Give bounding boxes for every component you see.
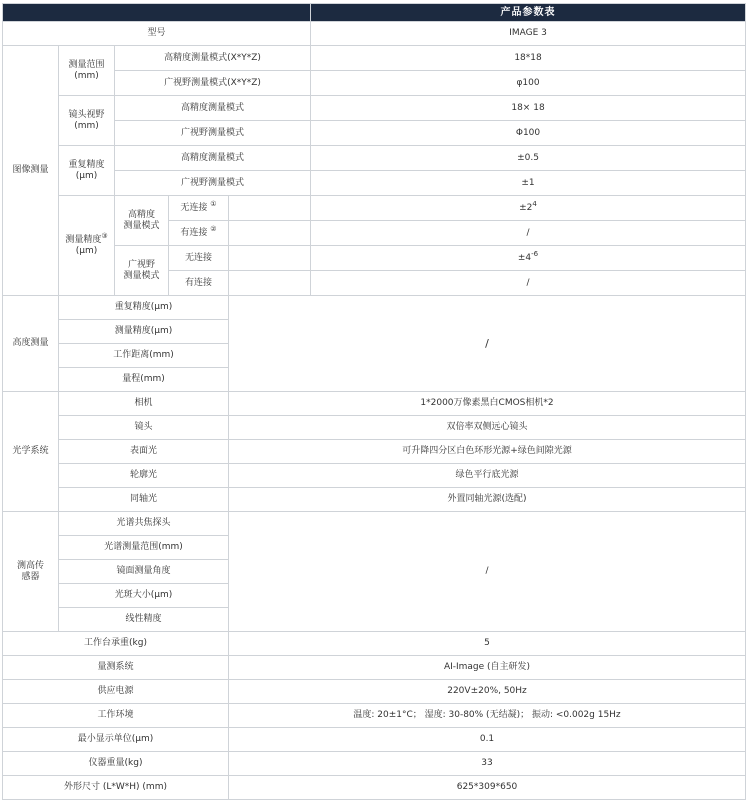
accuracy-unit: (μm) [75,245,98,256]
range-value: φ100 [311,71,746,96]
optical-label: 相机 [59,392,229,416]
accuracy-cond [169,221,229,246]
blank-cell [229,196,311,221]
value-text: ±2 [519,202,533,213]
blank-cell [229,271,311,296]
general-value: AI-Image (自主研发) [229,656,746,680]
accuracy-wide-label: 广视野 测量模式 [115,246,169,296]
value-text: / [526,277,530,288]
fov-value: Φ100 [311,121,746,146]
sensor-item: 线性精度 [59,608,229,632]
range-value: 18*18 [311,46,746,71]
cond-text: 有连接 [180,227,208,238]
cond-text: 无连接 [184,252,212,263]
repeat-value: ±0.5 [311,146,746,171]
value-text: ±4 [517,252,532,263]
general-label: 量测系统 [3,656,229,680]
accuracy-label [59,196,115,296]
general-value: 5 [229,632,746,656]
value-sup: -6 [531,249,539,258]
optical-value: 绿色平行底光源 [229,464,746,488]
value-sup: 4 [532,199,537,208]
fov-label: 镜头视野 (mm) [59,96,115,146]
blank-cell [229,246,311,271]
repeat-mode: 高精度测量模式 [115,146,311,171]
group-image-measurement: 图像测量 [3,46,59,296]
table-row [3,171,746,196]
table-row [3,416,746,440]
range-label: 测量范围 (mm) [59,46,115,96]
table-row [3,632,746,656]
general-label: 工作环境 [3,704,229,728]
table-row [3,656,746,680]
accuracy-value [311,271,746,296]
table-row [3,464,746,488]
header-left [3,4,311,22]
general-value: 温度: 20±1°C； 湿度: 30-80% (无结凝)； 振动: <0.002g 15Hz [229,704,746,728]
height-item: 测量精度(μm) [59,320,229,344]
optical-label: 轮廓光 [59,464,229,488]
model-value: IMAGE 3 [311,22,746,46]
accuracy-value [311,246,746,271]
sensor-item: 光谱共焦探头 [59,512,229,536]
table-row [3,488,746,512]
table-row [3,246,746,271]
spec-table [2,3,746,800]
table-row [3,704,746,728]
optical-label: 镜头 [59,416,229,440]
group-height-measurement: 高度测量 [3,296,59,392]
accuracy-label-text: 测量精度 [65,234,102,245]
header-row [3,4,746,22]
table-row [3,440,746,464]
table-row [3,96,746,121]
height-item: 重复精度(μm) [59,296,229,320]
accuracy-cond [169,246,229,271]
table-row [3,728,746,752]
repeat-value: ±1 [311,171,746,196]
general-value: 625*309*650 [229,776,746,800]
accuracy-value [311,221,746,246]
range-mode: 高精度测量模式(X*Y*Z) [115,46,311,71]
general-value: 0.1 [229,728,746,752]
repeat-mode: 广视野测量模式 [115,171,311,196]
table-row [3,196,746,221]
value-text: / [526,227,530,238]
table-row [3,512,746,536]
accuracy-value [311,196,746,221]
cond-text: 有连接 [184,277,212,288]
table-row [3,46,746,71]
optical-label: 同轴光 [59,488,229,512]
accuracy-high-label: 高精度 测量模式 [115,196,169,246]
sensor-value: / [229,512,746,632]
sensor-item: 光谱测量范围(mm) [59,536,229,560]
height-item: 工作距离(mm) [59,344,229,368]
group-optical-system: 光学系统 [3,392,59,512]
height-item: 量程(mm) [59,368,229,392]
fov-mode: 高精度测量模式 [115,96,311,121]
table-row [3,680,746,704]
table-row [3,71,746,96]
optical-value: 1*2000万像素黑白CMOS相机*2 [229,392,746,416]
general-value: 220V±20%, 50Hz [229,680,746,704]
model-label: 型号 [3,22,311,46]
accuracy-cond [169,196,229,221]
fov-mode: 广视野测量模式 [115,121,311,146]
model-row [3,22,746,46]
general-label: 最小显示单位(μm) [3,728,229,752]
general-label: 工作台承重(kg) [3,632,229,656]
group-height-sensor: 测高传 感器 [3,512,59,632]
general-label: 供应电源 [3,680,229,704]
range-mode: 广视野测量模式(X*Y*Z) [115,71,311,96]
table-row [3,121,746,146]
accuracy-label-sup: ③ [101,231,108,240]
sensor-item: 光斑大小(μm) [59,584,229,608]
general-value: 33 [229,752,746,776]
height-value: / [229,296,746,392]
sensor-item: 镜面测量角度 [59,560,229,584]
table-row [3,146,746,171]
optical-value: 双倍率双侧远心镜头 [229,416,746,440]
fov-value: 18× 18 [311,96,746,121]
table-row [3,776,746,800]
blank-cell [229,221,311,246]
general-label: 仪器重量(kg) [3,752,229,776]
cond-text: 无连接 [180,202,208,213]
general-label: 外形尺寸 (L*W*H) (mm) [3,776,229,800]
accuracy-cond [169,271,229,296]
table-row [3,752,746,776]
repeat-label: 重复精度 (μm) [59,146,115,196]
optical-label: 表面光 [59,440,229,464]
table-row [3,296,746,320]
optical-value: 外置同轴光源(选配) [229,488,746,512]
optical-value: 可升降四分区白色环形光源+绿色间隙光源 [229,440,746,464]
table-row [3,392,746,416]
table-title: 产品参数表 [311,4,746,22]
cond-sup: ② [210,224,217,233]
cond-sup: ① [210,199,217,208]
